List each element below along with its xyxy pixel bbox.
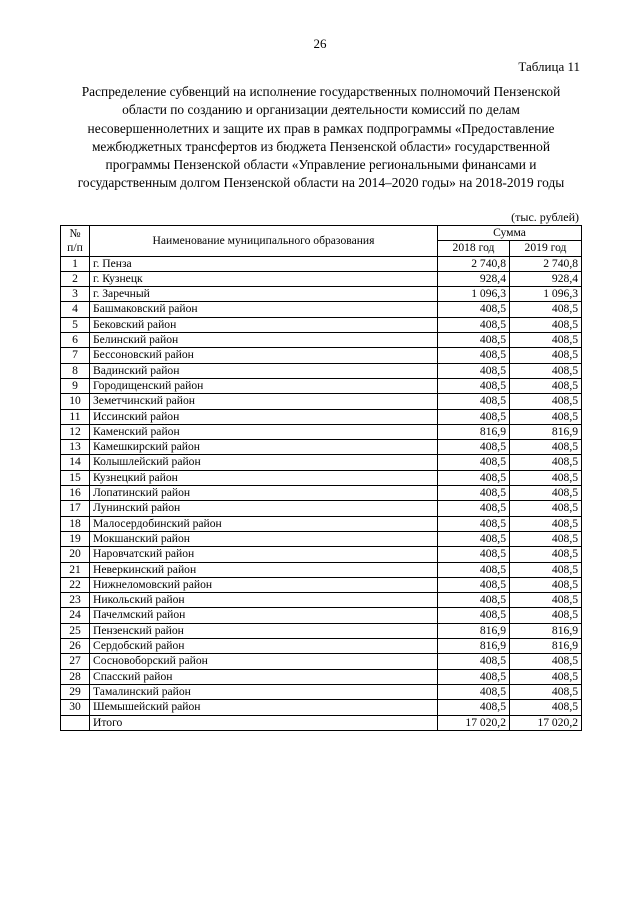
table-row (61, 363, 582, 378)
amount-2018: 408,5 (438, 317, 510, 332)
municipality-name: Тамалинский район (90, 684, 438, 699)
municipality-name: Нижнеломовский район (90, 577, 438, 592)
amount-2018: 408,5 (438, 455, 510, 470)
table-row (61, 547, 582, 562)
table-row (61, 577, 582, 592)
row-number: 1 (61, 256, 90, 271)
header-number (61, 226, 90, 257)
table-caption: Таблица 11 (518, 59, 580, 74)
row-number: 21 (61, 562, 90, 577)
amount-2019: 408,5 (510, 440, 582, 455)
table-row (61, 455, 582, 470)
amount-2019: 408,5 (510, 516, 582, 531)
amount-2019: 408,5 (510, 302, 582, 317)
amount-2018: 408,5 (438, 440, 510, 455)
table-row (61, 409, 582, 424)
amount-2019: 408,5 (510, 455, 582, 470)
row-number: 16 (61, 486, 90, 501)
header-2018: 2018 год (438, 241, 510, 256)
amount-2018: 408,5 (438, 593, 510, 608)
amount-2018: 408,5 (438, 378, 510, 393)
row-number: 23 (61, 593, 90, 608)
amount-2018: 816,9 (438, 639, 510, 654)
municipality-name: Пензенский район (90, 623, 438, 638)
municipality-name: Каменский район (90, 424, 438, 439)
amount-2019: 408,5 (510, 333, 582, 348)
amount-2018: 408,5 (438, 486, 510, 501)
table-row (61, 394, 582, 409)
table-row (61, 287, 582, 302)
municipality-name: Лопатинский район (90, 486, 438, 501)
units-label: (тыс. рублей) (511, 210, 579, 224)
row-number: 12 (61, 424, 90, 439)
amount-2019: 408,5 (510, 547, 582, 562)
amount-2019: 408,5 (510, 501, 582, 516)
row-number: 27 (61, 654, 90, 669)
amount-2018: 408,5 (438, 700, 510, 715)
row-number: 24 (61, 608, 90, 623)
row-number: 19 (61, 531, 90, 546)
row-number: 6 (61, 333, 90, 348)
table-row (61, 623, 582, 638)
amount-2019: 816,9 (510, 639, 582, 654)
row-number: 22 (61, 577, 90, 592)
amount-2018: 408,5 (438, 654, 510, 669)
row-number: 8 (61, 363, 90, 378)
amount-2018: 408,5 (438, 684, 510, 699)
amount-2019: 408,5 (510, 654, 582, 669)
municipality-name: Сосновоборский район (90, 654, 438, 669)
table-row (61, 440, 582, 455)
amount-2019: 928,4 (510, 271, 582, 286)
amount-2019: 408,5 (510, 409, 582, 424)
row-number: 2 (61, 271, 90, 286)
municipality-name: Сердобский район (90, 639, 438, 654)
header-number-line1: № (69, 226, 81, 240)
row-number: 18 (61, 516, 90, 531)
table-row (61, 486, 582, 501)
table-row (61, 516, 582, 531)
table-row (61, 684, 582, 699)
table-row (61, 593, 582, 608)
amount-2018: 408,5 (438, 302, 510, 317)
amount-2018: 816,9 (438, 623, 510, 638)
row-number: 13 (61, 440, 90, 455)
table-row (61, 700, 582, 715)
row-number: 15 (61, 470, 90, 485)
municipality-name: г. Заречный (90, 287, 438, 302)
municipality-name: Колышлейский район (90, 455, 438, 470)
municipality-name: Никольский район (90, 593, 438, 608)
municipality-name: Бековский район (90, 317, 438, 332)
municipality-name: Иссинский район (90, 409, 438, 424)
amount-2019: 408,5 (510, 470, 582, 485)
municipality-name: Лунинский район (90, 501, 438, 516)
amount-2019: 408,5 (510, 486, 582, 501)
amount-2019: 408,5 (510, 378, 582, 393)
row-number: 3 (61, 287, 90, 302)
table-row (61, 256, 582, 271)
row-number: 7 (61, 348, 90, 363)
amount-2018: 408,5 (438, 409, 510, 424)
row-number: 29 (61, 684, 90, 699)
table-row (61, 271, 582, 286)
table-header-row (61, 226, 582, 241)
row-number: 20 (61, 547, 90, 562)
amount-2019: 408,5 (510, 531, 582, 546)
amount-2019: 408,5 (510, 684, 582, 699)
municipality-name: Пачелмский район (90, 608, 438, 623)
row-number: 28 (61, 669, 90, 684)
amount-2019: 816,9 (510, 623, 582, 638)
row-number: 10 (61, 394, 90, 409)
total-2019: 17 020,2 (510, 715, 582, 730)
amount-2019: 408,5 (510, 700, 582, 715)
table-row (61, 333, 582, 348)
amount-2018: 408,5 (438, 531, 510, 546)
municipality-name: Неверкинский район (90, 562, 438, 577)
amount-2018: 928,4 (438, 271, 510, 286)
amount-2018: 408,5 (438, 669, 510, 684)
table-row (61, 501, 582, 516)
table-row (61, 424, 582, 439)
amount-2019: 816,9 (510, 424, 582, 439)
amount-2018: 408,5 (438, 501, 510, 516)
table-row (61, 654, 582, 669)
amount-2018: 408,5 (438, 577, 510, 592)
table-row (61, 531, 582, 546)
municipality-name: Вадинский район (90, 363, 438, 378)
total-row (61, 715, 582, 730)
amount-2018: 1 096,3 (438, 287, 510, 302)
amount-2019: 408,5 (510, 363, 582, 378)
municipality-name: Малосердобинский район (90, 516, 438, 531)
table-row (61, 348, 582, 363)
total-number (61, 715, 90, 730)
amount-2019: 2 740,8 (510, 256, 582, 271)
header-sum: Сумма (438, 226, 582, 241)
subvention-table (60, 225, 582, 731)
amount-2018: 408,5 (438, 608, 510, 623)
header-2019: 2019 год (510, 241, 582, 256)
table-row (61, 562, 582, 577)
table-row (61, 639, 582, 654)
municipality-name: Кузнецкий район (90, 470, 438, 485)
amount-2018: 408,5 (438, 348, 510, 363)
municipality-name: г. Пенза (90, 256, 438, 271)
amount-2018: 408,5 (438, 363, 510, 378)
municipality-name: Башмаковский район (90, 302, 438, 317)
municipality-name: Белинский район (90, 333, 438, 348)
header-number-line2: п/п (67, 240, 83, 254)
row-number: 11 (61, 409, 90, 424)
row-number: 26 (61, 639, 90, 654)
amount-2019: 408,5 (510, 669, 582, 684)
header-name: Наименование муниципального образования (90, 226, 438, 257)
amount-2018: 816,9 (438, 424, 510, 439)
total-label: Итого (90, 715, 438, 730)
row-number: 30 (61, 700, 90, 715)
row-number: 9 (61, 378, 90, 393)
amount-2019: 408,5 (510, 394, 582, 409)
amount-2019: 408,5 (510, 577, 582, 592)
municipality-name: г. Кузнецк (90, 271, 438, 286)
amount-2018: 2 740,8 (438, 256, 510, 271)
page-number: 26 (313, 36, 327, 51)
row-number: 4 (61, 302, 90, 317)
table-row (61, 378, 582, 393)
amount-2018: 408,5 (438, 516, 510, 531)
amount-2018: 408,5 (438, 547, 510, 562)
amount-2018: 408,5 (438, 470, 510, 485)
municipality-name: Наровчатский район (90, 547, 438, 562)
amount-2018: 408,5 (438, 333, 510, 348)
municipality-name: Земетчинский район (90, 394, 438, 409)
amount-2019: 408,5 (510, 593, 582, 608)
municipality-name: Шемышейский район (90, 700, 438, 715)
table-row (61, 317, 582, 332)
table-row (61, 669, 582, 684)
amount-2019: 1 096,3 (510, 287, 582, 302)
row-number: 5 (61, 317, 90, 332)
municipality-name: Бессоновский район (90, 348, 438, 363)
table-row (61, 470, 582, 485)
total-2018: 17 020,2 (438, 715, 510, 730)
row-number: 17 (61, 501, 90, 516)
municipality-name: Спасский район (90, 669, 438, 684)
document-title: Распределение субвенций на исполнение государственных полномочий Пензенской области по созданию и организации деятельности комиссий по делам несовершеннолетних и защите их прав в рамках подпрограммы «Предоставление межбюджетных трансфертов из бюджета Пензенской области» государственной программы Пензенской области «Управление региональными финансами и государственным долгом Пензенской области на 2014–2020 годы» на 2018-2019 годы (77, 84, 565, 191)
amount-2018: 408,5 (438, 394, 510, 409)
row-number: 14 (61, 455, 90, 470)
amount-2019: 408,5 (510, 348, 582, 363)
row-number: 25 (61, 623, 90, 638)
amount-2019: 408,5 (510, 562, 582, 577)
amount-2018: 408,5 (438, 562, 510, 577)
table-body (61, 256, 582, 730)
municipality-name: Мокшанский район (90, 531, 438, 546)
table-row (61, 608, 582, 623)
amount-2019: 408,5 (510, 317, 582, 332)
amount-2019: 408,5 (510, 608, 582, 623)
municipality-name: Городищенский район (90, 378, 438, 393)
table-row (61, 302, 582, 317)
municipality-name: Камешкирский район (90, 440, 438, 455)
